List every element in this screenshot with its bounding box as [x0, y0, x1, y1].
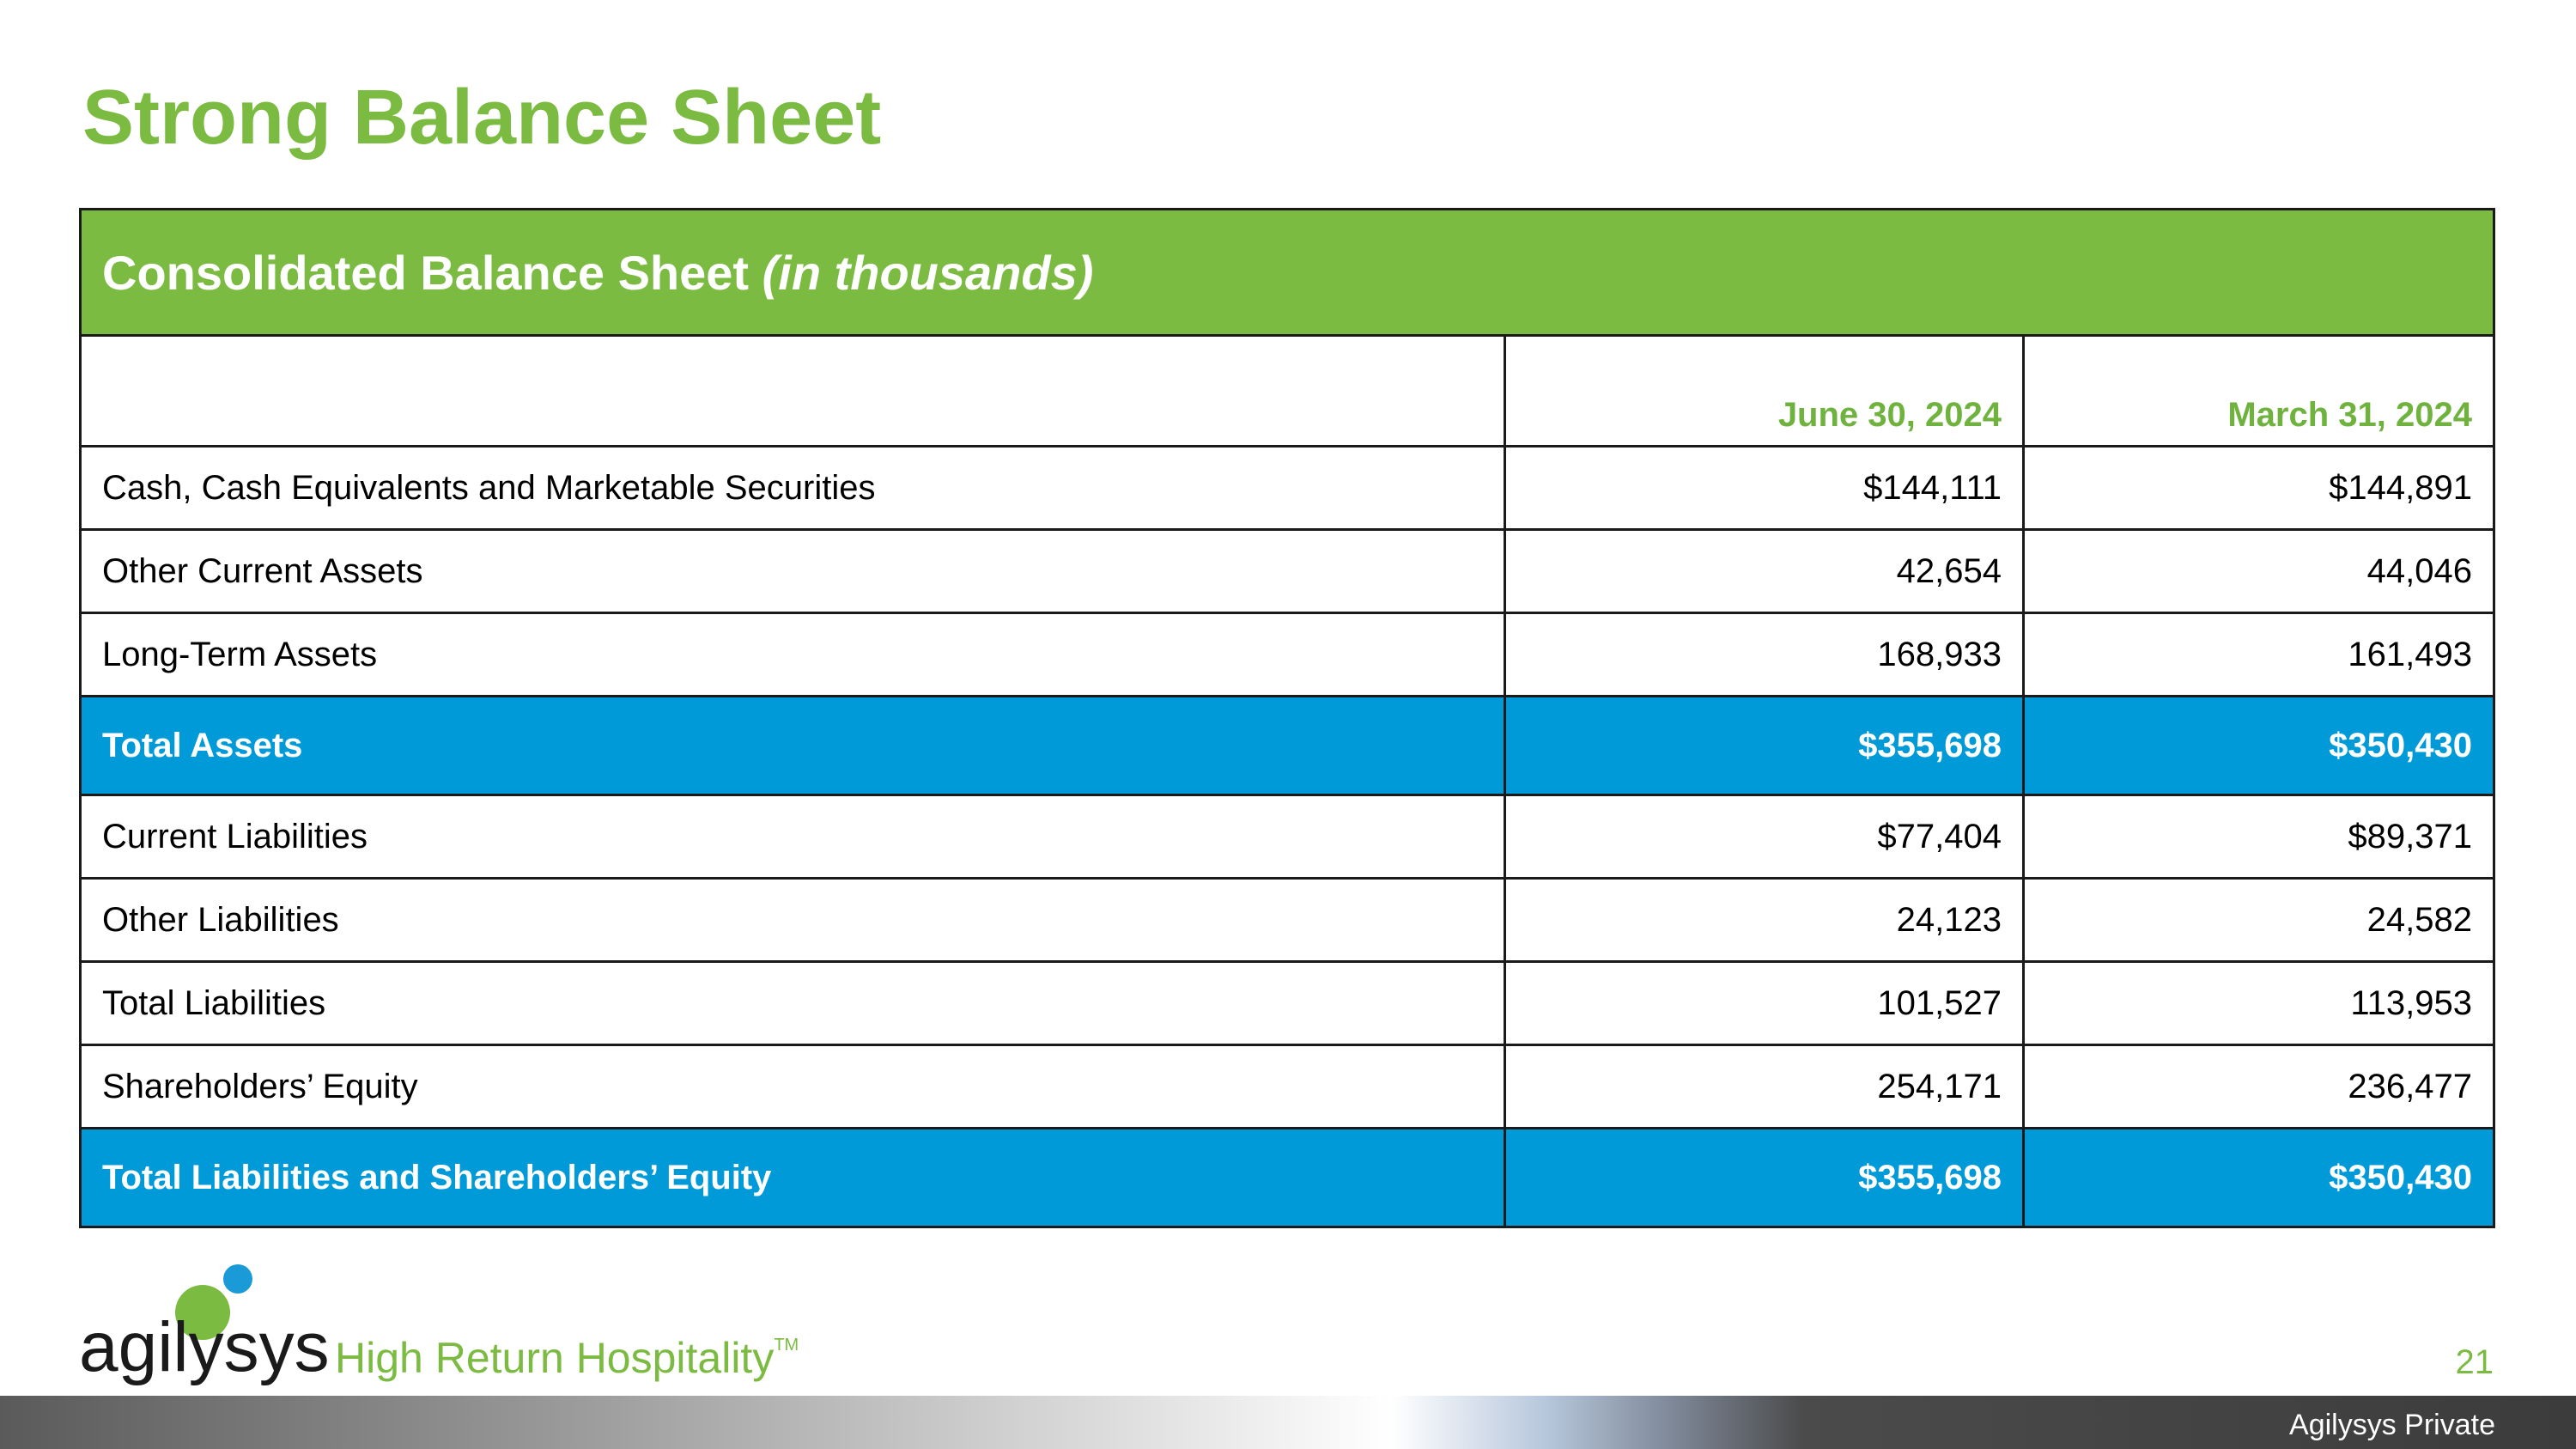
row-value-march: $350,430 — [2024, 1129, 2494, 1227]
row-value-march: 236,477 — [2024, 1045, 2494, 1129]
table-row — [81, 795, 2494, 879]
agilysys-logo — [79, 1264, 328, 1393]
total-row — [81, 1129, 2494, 1227]
row-label: Cash, Cash Equivalents and Marketable Securities — [81, 447, 1505, 530]
row-value-march: 113,953 — [2024, 962, 2494, 1045]
table-heading — [81, 210, 2494, 336]
row-value-june: 101,527 — [1505, 962, 2024, 1045]
tagline-text: High Return Hospitality — [335, 1334, 775, 1382]
brand-tagline — [335, 1334, 799, 1382]
row-value-march: $89,371 — [2024, 795, 2494, 879]
row-value-june: $144,111 — [1505, 447, 2024, 530]
table-row — [81, 962, 2494, 1045]
row-value-june: $355,698 — [1505, 1129, 2024, 1227]
table-row — [81, 879, 2494, 962]
logo-wordmark: agilysys — [79, 1308, 330, 1386]
row-label: Other Current Assets — [81, 530, 1505, 613]
logo-blue-dot-icon — [223, 1264, 252, 1294]
footer-bar — [0, 1396, 2576, 1449]
row-value-march: 24,582 — [2024, 879, 2494, 962]
table-row — [81, 447, 2494, 530]
row-value-march: 161,493 — [2024, 613, 2494, 697]
row-label: Total Liabilities — [81, 962, 1505, 1045]
table-heading-row — [81, 210, 2494, 336]
row-value-june: $77,404 — [1505, 795, 2024, 879]
table-heading-sub: (in thousands) — [762, 245, 1094, 300]
table-row — [81, 530, 2494, 613]
row-label: Total Assets — [81, 697, 1505, 795]
row-value-june: 24,123 — [1505, 879, 2024, 962]
footer-classification-label: Agilysys Private — [2289, 1409, 2495, 1441]
column-header-blank — [81, 336, 1505, 447]
row-value-june: 168,933 — [1505, 613, 2024, 697]
table-row — [81, 1045, 2494, 1129]
table-heading-main: Consolidated Balance Sheet — [102, 245, 750, 300]
slide-title: Strong Balance Sheet — [82, 75, 882, 161]
row-value-march: $144,891 — [2024, 447, 2494, 530]
trademark-mark: TM — [774, 1336, 799, 1355]
total-row — [81, 697, 2494, 795]
row-label: Current Liabilities — [81, 795, 1505, 879]
page-number: 21 — [2455, 1343, 2494, 1381]
row-label: Shareholders’ Equity — [81, 1045, 1505, 1129]
balance-sheet-table — [79, 208, 2495, 1228]
table-row — [81, 613, 2494, 697]
row-value-june: 42,654 — [1505, 530, 2024, 613]
column-header-march: March 31, 2024 — [2024, 336, 2494, 447]
column-header-june: June 30, 2024 — [1505, 336, 2024, 447]
column-header-row — [81, 336, 2494, 447]
row-value-march: $350,430 — [2024, 697, 2494, 795]
row-value-march: 44,046 — [2024, 530, 2494, 613]
row-label: Total Liabilities and Shareholders’ Equity — [81, 1129, 1505, 1227]
row-label: Other Liabilities — [81, 879, 1505, 962]
row-value-june: $355,698 — [1505, 697, 2024, 795]
row-value-june: 254,171 — [1505, 1045, 2024, 1129]
row-label: Long-Term Assets — [81, 613, 1505, 697]
